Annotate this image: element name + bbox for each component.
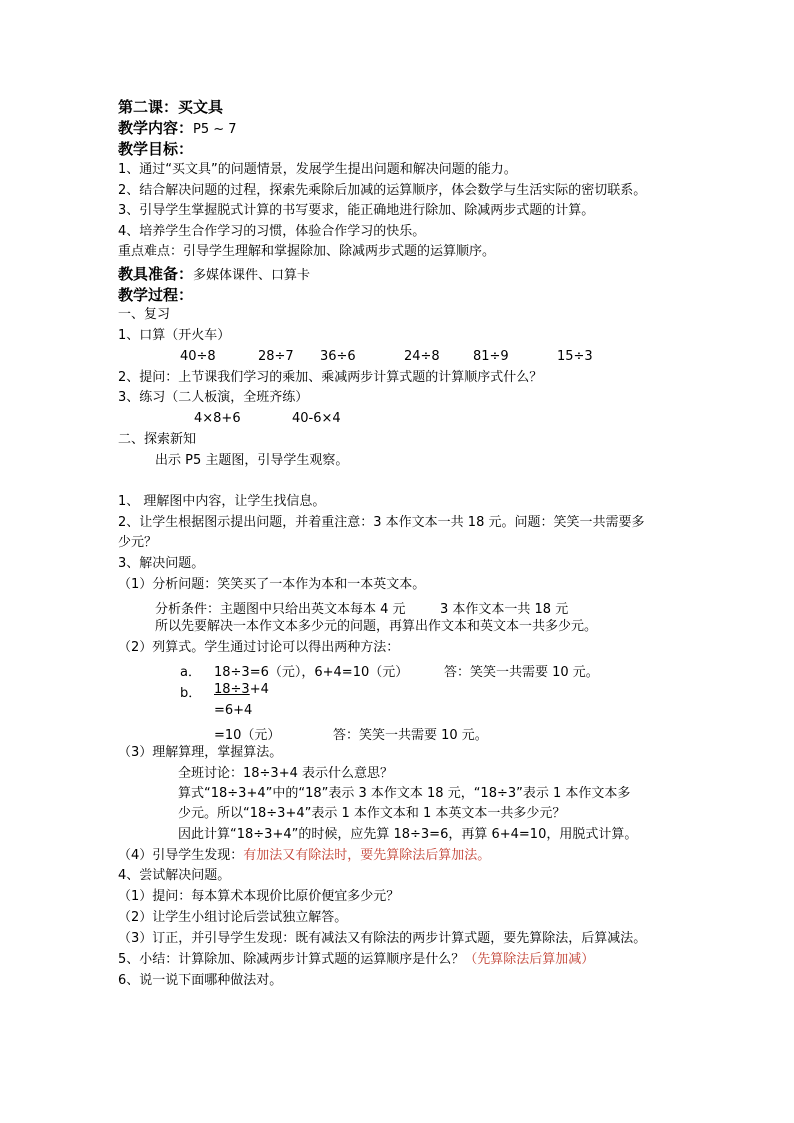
- explore-item-2: 2、让学生根据图示提出问题，并着重注意：3 本作文本一共 18 元。问题：笑笑一共需要多: [118, 515, 645, 530]
- tools-label: 教具准备：: [118, 265, 194, 283]
- summary-highlight: （先算除法后算加减）: [464, 952, 595, 967]
- practice-item: 40-6×4: [292, 411, 341, 426]
- review-item-1: 1、口算（开火车）: [118, 328, 231, 343]
- oral-calc-item: 36÷6: [320, 349, 356, 364]
- try-item-3: （3）订正，并引导学生发现：既有减法又有除法的两步计算式题，要先算除法，后算减法。: [118, 931, 647, 946]
- oral-calc-item: 24÷8: [404, 349, 440, 364]
- explore-item-3: 3、解决问题。: [118, 556, 205, 571]
- section-review: 一、复习: [118, 307, 171, 322]
- key-point: 重点难点：引导学生理解和掌握除加、除减两步式题的运算顺序。: [118, 244, 496, 259]
- equation-heading: （2）列算式。学生通过讨论可以得出两种方法：: [118, 640, 400, 655]
- oral-calc-item: 28÷7: [258, 349, 294, 364]
- explore-item-6: 6、说一说下面哪种做法对。: [118, 973, 283, 988]
- method-b-equation: [214, 682, 269, 697]
- explore-item-2-cont: 少元？: [118, 535, 158, 550]
- oral-calc-item: 15÷3: [557, 349, 593, 364]
- goals-heading: 教学目标：: [118, 140, 194, 158]
- understanding-heading: （3）理解算理，掌握算法。: [118, 745, 283, 760]
- method-b-underlined: 18÷3: [214, 682, 250, 697]
- review-item-2: 2、提问：上节课我们学习的乘加、乘减两步计算式题的计算顺序式什么？: [118, 370, 543, 385]
- discover-line: [118, 848, 490, 864]
- lesson-title: 第二课：买文具: [118, 98, 224, 116]
- oral-calc-item: 81÷9: [473, 349, 509, 364]
- reasoning-line: 所以先要解决一本作文本多少元的问题，再算出作文本和英文本一共多少元。: [155, 619, 598, 634]
- review-item-3: 3、练习（二人板演，全班齐练）: [118, 390, 309, 405]
- method-a-label: a．: [180, 665, 201, 680]
- analysis-line: （1）分析问题：笑笑买了一本作为本和一本英文本。: [118, 577, 426, 592]
- calc-order-line: 因此计算“18÷3+4”的时候，应先算 18÷3=6，再算 6+4=10，用脱式计算。: [178, 827, 638, 842]
- condition-line-a: 分析条件：主题图中只给出英文本每本 4 元: [155, 602, 406, 617]
- method-a-answer: 答：笑笑一共需要 10 元。: [444, 665, 599, 680]
- content-value: P5 ~ 7: [193, 122, 237, 137]
- explore-item-1: 1、 理解图中内容，让学生找信息。: [118, 494, 326, 509]
- method-a-equation: 18÷3=6（元），6+4=10（元）: [214, 665, 409, 680]
- process-heading: 教学过程：: [118, 286, 194, 304]
- try-item-1: （1）提问：每本算术本现价比原价便宜多少元？: [118, 889, 400, 904]
- discover-highlight: 有加法又有除法时，要先算除法后算加法。: [243, 848, 491, 863]
- goal-item: 4、培养学生合作学习的习惯，体验合作学习的快乐。: [118, 224, 426, 239]
- condition-line-b: 3 本作文本一共 18 元: [440, 602, 569, 617]
- summary-line: [118, 952, 594, 968]
- method-b-step-2: =10（元）: [214, 728, 281, 743]
- explore-intro: 出示 P5 主题图，引导学生观察。: [155, 453, 349, 468]
- method-b-label: b．: [180, 686, 202, 701]
- discover-prefix: （4）引导学生发现：: [118, 848, 244, 863]
- try-item-2: （2）让学生小组讨论后尝试独立解答。: [118, 910, 348, 925]
- method-b-rest: +4: [249, 682, 269, 697]
- content-label: 教学内容：: [118, 119, 194, 137]
- section-explore: 二、探索新知: [118, 432, 197, 447]
- content-line: [118, 119, 237, 138]
- goal-item: 1、通过“买文具”的问题情景，发展学生提出问题和解决问题的能力。: [118, 162, 517, 177]
- method-b-answer: 答：笑笑一共需要 10 元。: [333, 728, 488, 743]
- class-discussion: 全班讨论：18÷3+4 表示什么意思？: [178, 766, 394, 781]
- meaning-line-1: 算式“18÷3+4”中的“18”表示 3 本作文本 18 元，“18÷3”表示 1 本作文本多: [178, 786, 631, 801]
- meaning-line-2: 少元。所以“18÷3+4”表示 1 本作文本和 1 本英文本一共多少元？: [178, 806, 566, 821]
- practice-item: 4×8+6: [194, 411, 241, 426]
- tools-value: 多媒体课件、口算卡: [193, 268, 311, 283]
- oral-calc-item: 40÷8: [180, 349, 216, 364]
- goal-item: 2、结合解决问题的过程，探索先乘除后加减的运算顺序，体会数学与生活实际的密切联系。: [118, 183, 647, 198]
- explore-item-4: 4、尝试解决问题。: [118, 868, 231, 883]
- tools-line: [118, 265, 310, 284]
- method-b-step-1: =6+4: [214, 703, 253, 718]
- goal-item: 3、引导学生掌握脱式计算的书写要求，能正确地进行除加、除减两步式题的计算。: [118, 203, 595, 218]
- summary-prefix: 5、小结：计算除加、除减两步计算式题的运算顺序是什么？: [118, 952, 465, 967]
